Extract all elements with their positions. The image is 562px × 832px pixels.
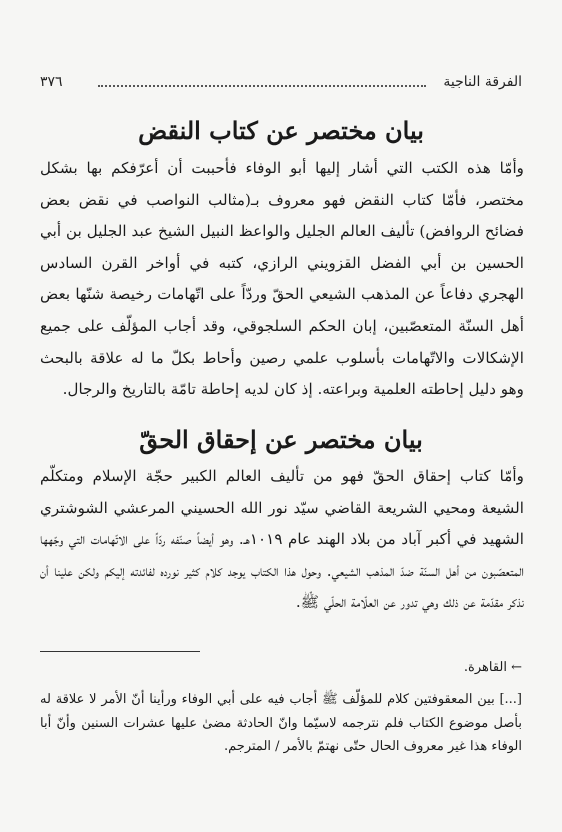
paragraph-naqd [40,153,524,406]
paragraph-text: وأمّا هذه الكتب التي أشار إليها أبو الوفاء فأحببت أن أعرّفكم بها بشكل مختصر، فأمّا كتاب النقض فهو معروف بـ(مثالب النواصب في نقض بعض فضائح الروافض) تأليف العالم الجليل والواعظ النبيل الشيخ عبد الجليل بن أبي الحسين بن أبي الفضل القزويني الرازي، كتبه في أواخر القرن السادس الهجري دفاعاً عن المذهب الشيعي الحقّ وردّاً على اتّهامات رخيصة شنّها بعض أهل السنّة المتعصّبين، إبان الحكم السلجوقي، وقد أجاب المؤلّف على جميع الإشكالات والاتّهامات بأسلوب علمي رصين وأحاط بكلّ ما له علاقة بالبحث وهو دليل إحاطته العلمية وبراعته. إذ كان لديه إحاطة تامّة بالتاريخ والرجال. [40,159,524,399]
paragraph-text: وأمّا كتاب إحقاق الحقّ فهو من تأليف العالم الكبير حجّة الإسلام ومتكلّم الشيعة ومحيي الشريعة القاضي سيّد نور الله الحسيني المرعشي الشوشتري الشهيد في أكبر آباد من بلاد الهند عام ١٠١٩هـ. وهو أيضاً صنّفه ردّاً على الاتّهامات التي وجّهها المتعصّبون من أهل السنّة ضدّ المذهب الشيعي. وحول هذا الكتاب يوجد كلام كثير نورده لفائدته إليكم ولكن علينا أن نذكر مقدّمة عن ذلك وهي تدور عن العلّامة الحلّي ﷺ. [40,467,524,612]
paragraph-ihqaq [40,461,524,619]
footnote-continuation: ← القاهرة. [463,660,522,675]
page-number: ٣٧٦ [40,74,63,90]
running-header [40,74,522,96]
section-heading-naqd: بيان مختصر عن كتاب النقض [138,116,424,145]
section-heading-ihqaq: بيان مختصر عن إحقاق الحقّ [139,425,423,454]
header-dotted-rule [98,85,426,87]
footnote-separator [40,651,200,652]
running-title: الفرقة الناجية [443,74,522,90]
footnote-text: [...] بين المعقوفتين كلام للمؤلّف ﷺ أجاب فيه على أبي الوفاء ورأينا أنّ الأمر لا علاقة له بأصل موضوع الكتاب فلم نترجمه لاسيّما وانّ الحادثة مضىٰ عليها عشرات السنين وأنّ أبا الوفاء هذا غير معروف الحال حتّى نهتمّ بالأمر / المترجم. [40,692,522,754]
